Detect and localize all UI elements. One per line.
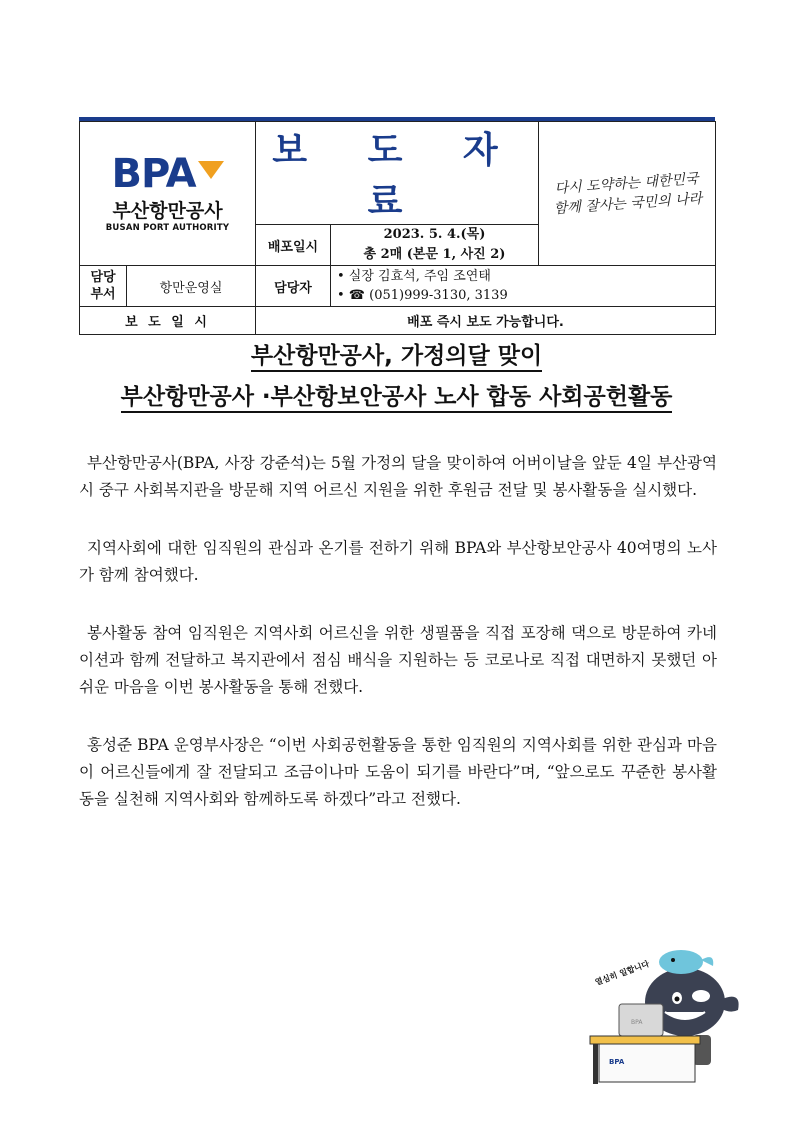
- small-whale-icon: [659, 950, 703, 974]
- logo-korean-name: 부산항만공사: [112, 200, 223, 222]
- svg-text:BPA: BPA: [631, 1019, 643, 1026]
- logo-mark-text: BPA: [111, 151, 196, 197]
- paragraph-1: 부산항만공사(BPA, 사장 강준석)는 5월 가정의 달을 맞이하여 어버이날을 앞둔 4일 부산광역시 중구 사회복지관을 방문해 지역 어르신 지원을 위한 후원금 전달 및 봉사활동을 실시했다.: [79, 454, 717, 499]
- distribution-info: [331, 225, 539, 266]
- department-value: 항만운영실: [127, 266, 256, 307]
- svg-text:BPA: BPA: [609, 1058, 625, 1066]
- bpa-logo: [80, 151, 255, 233]
- paragraph-3: 봉사활동 참여 임직원은 지역사회 어르신을 위한 생필품을 직접 포장해 댁으로 방문하여 카네이션과 함께 전달하고 복지관에서 점심 배식을 지원하는 등 코로나로 직접 대면하지 못했던 아쉬운 마음을 이번 봉사활동을 통해 전했다.: [79, 624, 717, 696]
- contact-names: • 실장 김효석, 주임 조연태: [337, 269, 491, 284]
- department-label: 담당 부서: [80, 266, 127, 307]
- contact-info: [331, 266, 716, 307]
- release-time-value: 배포 즉시 보도 가능합니다.: [256, 307, 716, 335]
- paragraph-4: 홍성준 BPA 운영부사장은 “이번 사회공헌활동을 통한 임직원의 지역사회를 위한 관심과 마음이 어르신들에게 잘 전달되고 조금이나마 도움이 되기를 바란다”며, “앞으로도 꾸준한 봉사활동을 실천해 지역사회와 함께하도록 하겠다”라고 전했다.: [79, 736, 717, 808]
- government-slogan: 다시 도약하는 대한민국 함께 잘사는 국민의 나라: [553, 170, 703, 217]
- mascot-bubble-text: 열심히 일합니다: [593, 959, 651, 988]
- logo-triangle-icon: [198, 161, 224, 179]
- paragraph-2: 지역사회에 대한 임직원의 관심과 온기를 전하기 위해 BPA와 부산항보안공사 40여명의 노사가 함께 참여했다.: [79, 539, 717, 584]
- distribution-date: 2023. 5. 4.(목): [383, 227, 486, 242]
- distribution-date-label: 배포일시: [256, 225, 331, 266]
- headline-line-1: 부산항만공사, 가정의달 맞이: [60, 337, 733, 370]
- page-count: 총 2매 (본문 1, 사진 2): [363, 247, 506, 262]
- contact-label: 담당자: [256, 266, 331, 307]
- mascot-illustration: [585, 940, 745, 1090]
- headline-line-2: 부산항만공사 ·부산항보안공사 노사 합동 사회공헌활동: [60, 378, 733, 411]
- article-body: [79, 450, 717, 844]
- press-header-table: [79, 121, 716, 335]
- press-release-title: 보 도 자 료: [256, 122, 539, 225]
- slogan-cell: [539, 122, 716, 266]
- release-time-label: 보 도 일 시: [80, 307, 256, 335]
- logo-english-name: BUSAN PORT AUTHORITY: [105, 223, 230, 233]
- desk-icon: [590, 1036, 700, 1044]
- logo-cell: [80, 122, 256, 266]
- contact-phone: • ☎ (051)999-3130, 3139: [337, 288, 508, 303]
